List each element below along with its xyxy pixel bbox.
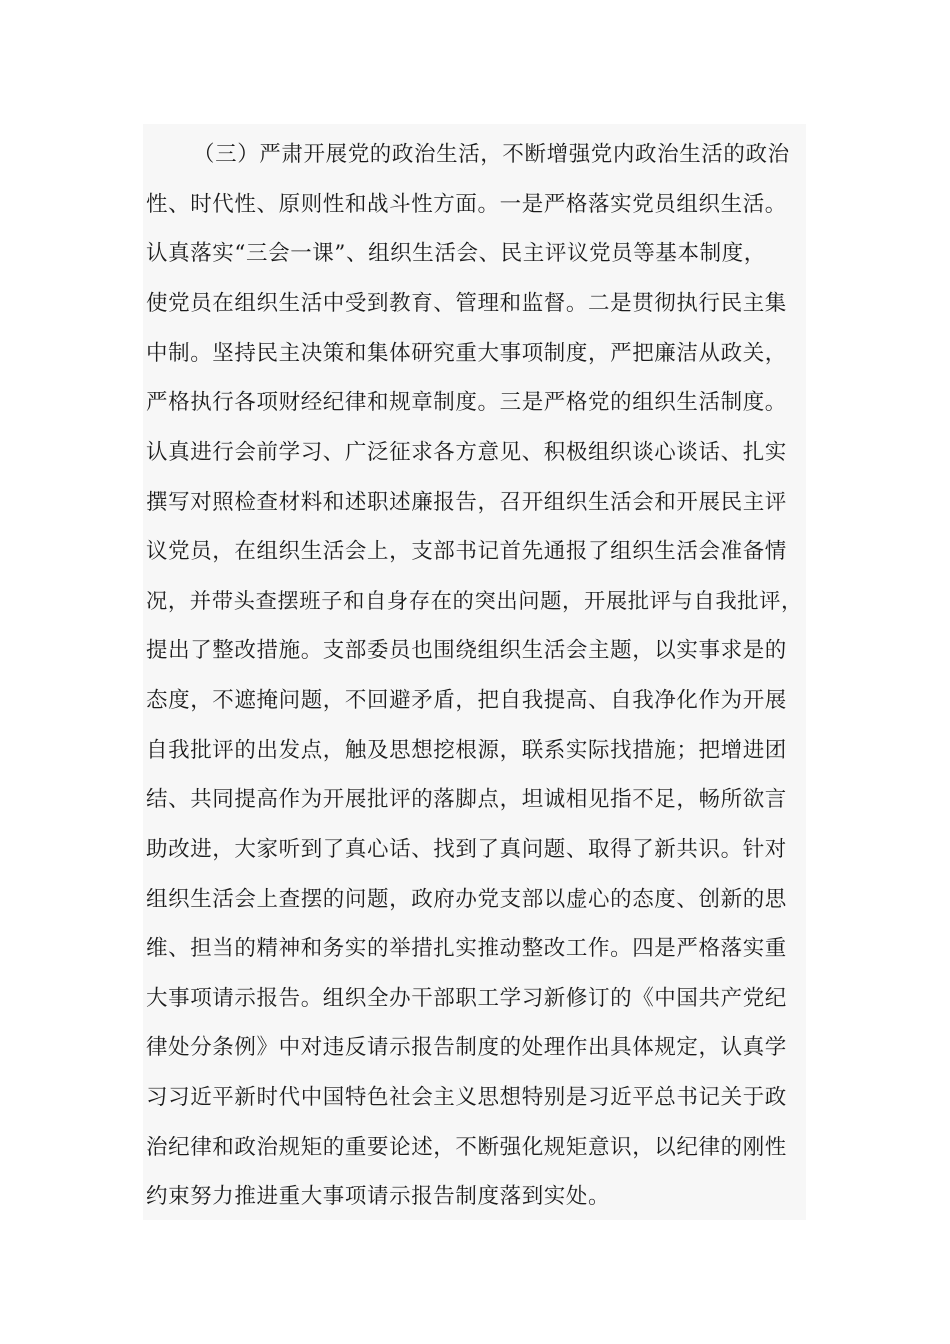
paragraph-line: （三）严肃开展党的政治生活，不断增强党内政治生活的政治 (193, 142, 790, 167)
paragraph-line: 维、担当的精神和务实的举措扎实推动整改工作。四是严格落实重 (146, 936, 787, 961)
paragraph-block (143, 124, 806, 1220)
paragraph-line: 提出了整改措施。支部委员也围绕组织生活会主题，以实事求是的 (146, 638, 787, 663)
paragraph-line: 严格执行各项财经纪律和规章制度。三是严格党的组织生活制度。 (146, 390, 787, 415)
paragraph-line: 撰写对照检查材料和述职述廉报告，召开组织生活会和开展民主评 (146, 490, 787, 515)
paragraph-line: 使党员在组织生活中受到教育、管理和监督。二是贯彻执行民主集 (146, 291, 787, 316)
paragraph-line: 认真进行会前学习、广泛征求各方意见、积极组织谈心谈话、扎实 (146, 440, 787, 465)
paragraph-line: 习习近平新时代中国特色社会主义思想特别是习近平总书记关于政 (146, 1085, 787, 1110)
paragraph-line: 性、时代性、原则性和战斗性方面。一是严格落实党员组织生活。 (146, 192, 787, 217)
paragraph-line: 律处分条例》中对违反请示报告制度的处理作出具体规定，认真学 (146, 1035, 787, 1060)
paragraph-line: 况，并带头查摆班子和自身存在的突出问题，开展批评与自我批评， (146, 589, 803, 614)
paragraph-line: 议党员，在组织生活会上，支部书记首先通报了组织生活会准备情 (146, 539, 787, 564)
paragraph-line: 中制。坚持民主决策和集体研究重大事项制度，严把廉洁从政关， (146, 341, 787, 366)
paragraph-line: 约束努力推进重大事项请示报告制度落到实处。 (146, 1184, 611, 1209)
paragraph-line: 态度，不遮掩问题，不回避矛盾，把自我提高、自我净化作为开展 (146, 688, 787, 713)
paragraph-line: 助改进，大家听到了真心话、找到了真问题、取得了新共识。针对 (146, 837, 787, 862)
paragraph-line: 结、共同提高作为开展批评的落脚点，坦诚相见指不足，畅所欲言 (146, 787, 787, 812)
paragraph-line: 大事项请示报告。组织全办干部职工学习新修订的《中国共产党纪 (146, 986, 787, 1011)
paragraph-line: 组织生活会上查摆的问题，政府办党支部以虚心的态度、创新的思 (146, 887, 787, 912)
paragraph-line: 自我批评的出发点，触及思想挖根源，联系实际找措施；把增进团 (146, 738, 787, 763)
paragraph-line: 治纪律和政治规矩的重要论述，不断强化规矩意识，以纪律的刚性 (146, 1135, 787, 1160)
paragraph-line: 认真落实“三会一课”、组织生活会、民主评议党员等基本制度， (146, 241, 766, 266)
